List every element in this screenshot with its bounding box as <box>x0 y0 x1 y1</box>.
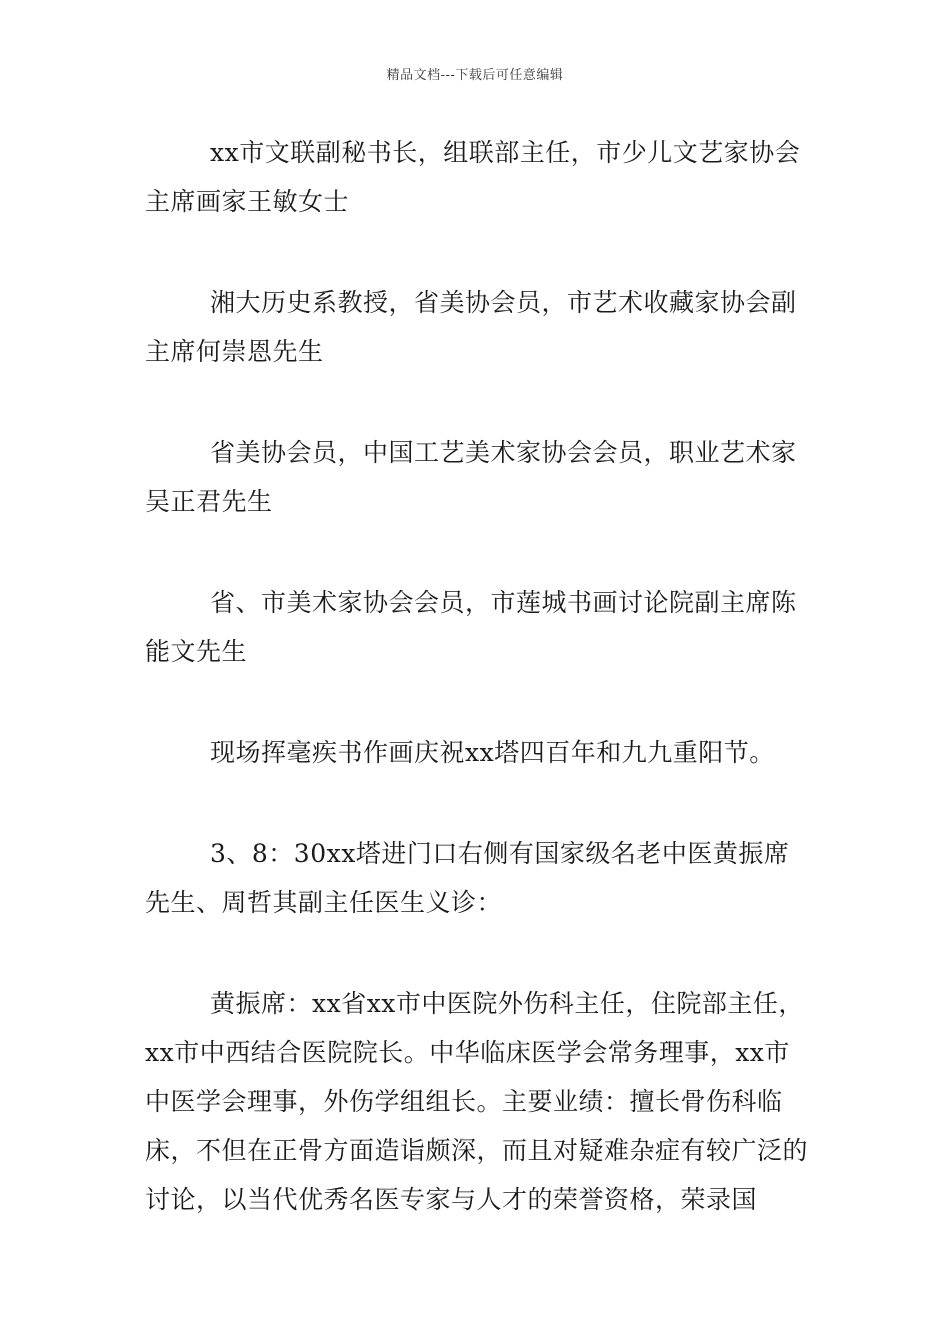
paragraph-he-chongen: 湘大历史系教授，省美协会员，市艺术收藏家协会副主席何崇恩先生 <box>145 288 797 366</box>
paragraph-wang-min: xx市文联副秘书长，组联部主任，市少儿文艺家协会主席画家王敏女士 <box>145 138 801 216</box>
paragraph-free-clinic: 3、8：30xx塔进门口右侧有国家级名老中医黄振席先生、周哲其副主任医生义诊： <box>145 839 790 917</box>
paragraph-chen-nengwen: 省、市美术家协会会员，市莲城书画讨论院副主席陈能文先生 <box>145 588 797 666</box>
paragraph-wu-zhengjun: 省美协会员，中国工艺美术家协会会员，职业艺术家吴正君先生 <box>145 438 797 516</box>
page-header: 精品文档---下载后可任意编辑 <box>386 68 564 83</box>
document-body <box>145 128 810 1224</box>
paragraph-calligraphy-event: 现场挥毫疾书作画庆祝xx塔四百年和九九重阳节。 <box>210 738 775 767</box>
paragraph-huang-zhenxi: 黄振席：xx省xx市中医院外伤科主任，住院部主任，xx市中西结合医院院长。中华临床医学会常务理事，xx市中医学会理事，外伤学组组长。主要业绩：擅长骨伤科临床，不但在正骨方面造诣颇深，而且对疑难杂症有较广泛的讨论，以当代优秀名医专家与人才的荣誉资格，荣录国 <box>145 989 809 1214</box>
